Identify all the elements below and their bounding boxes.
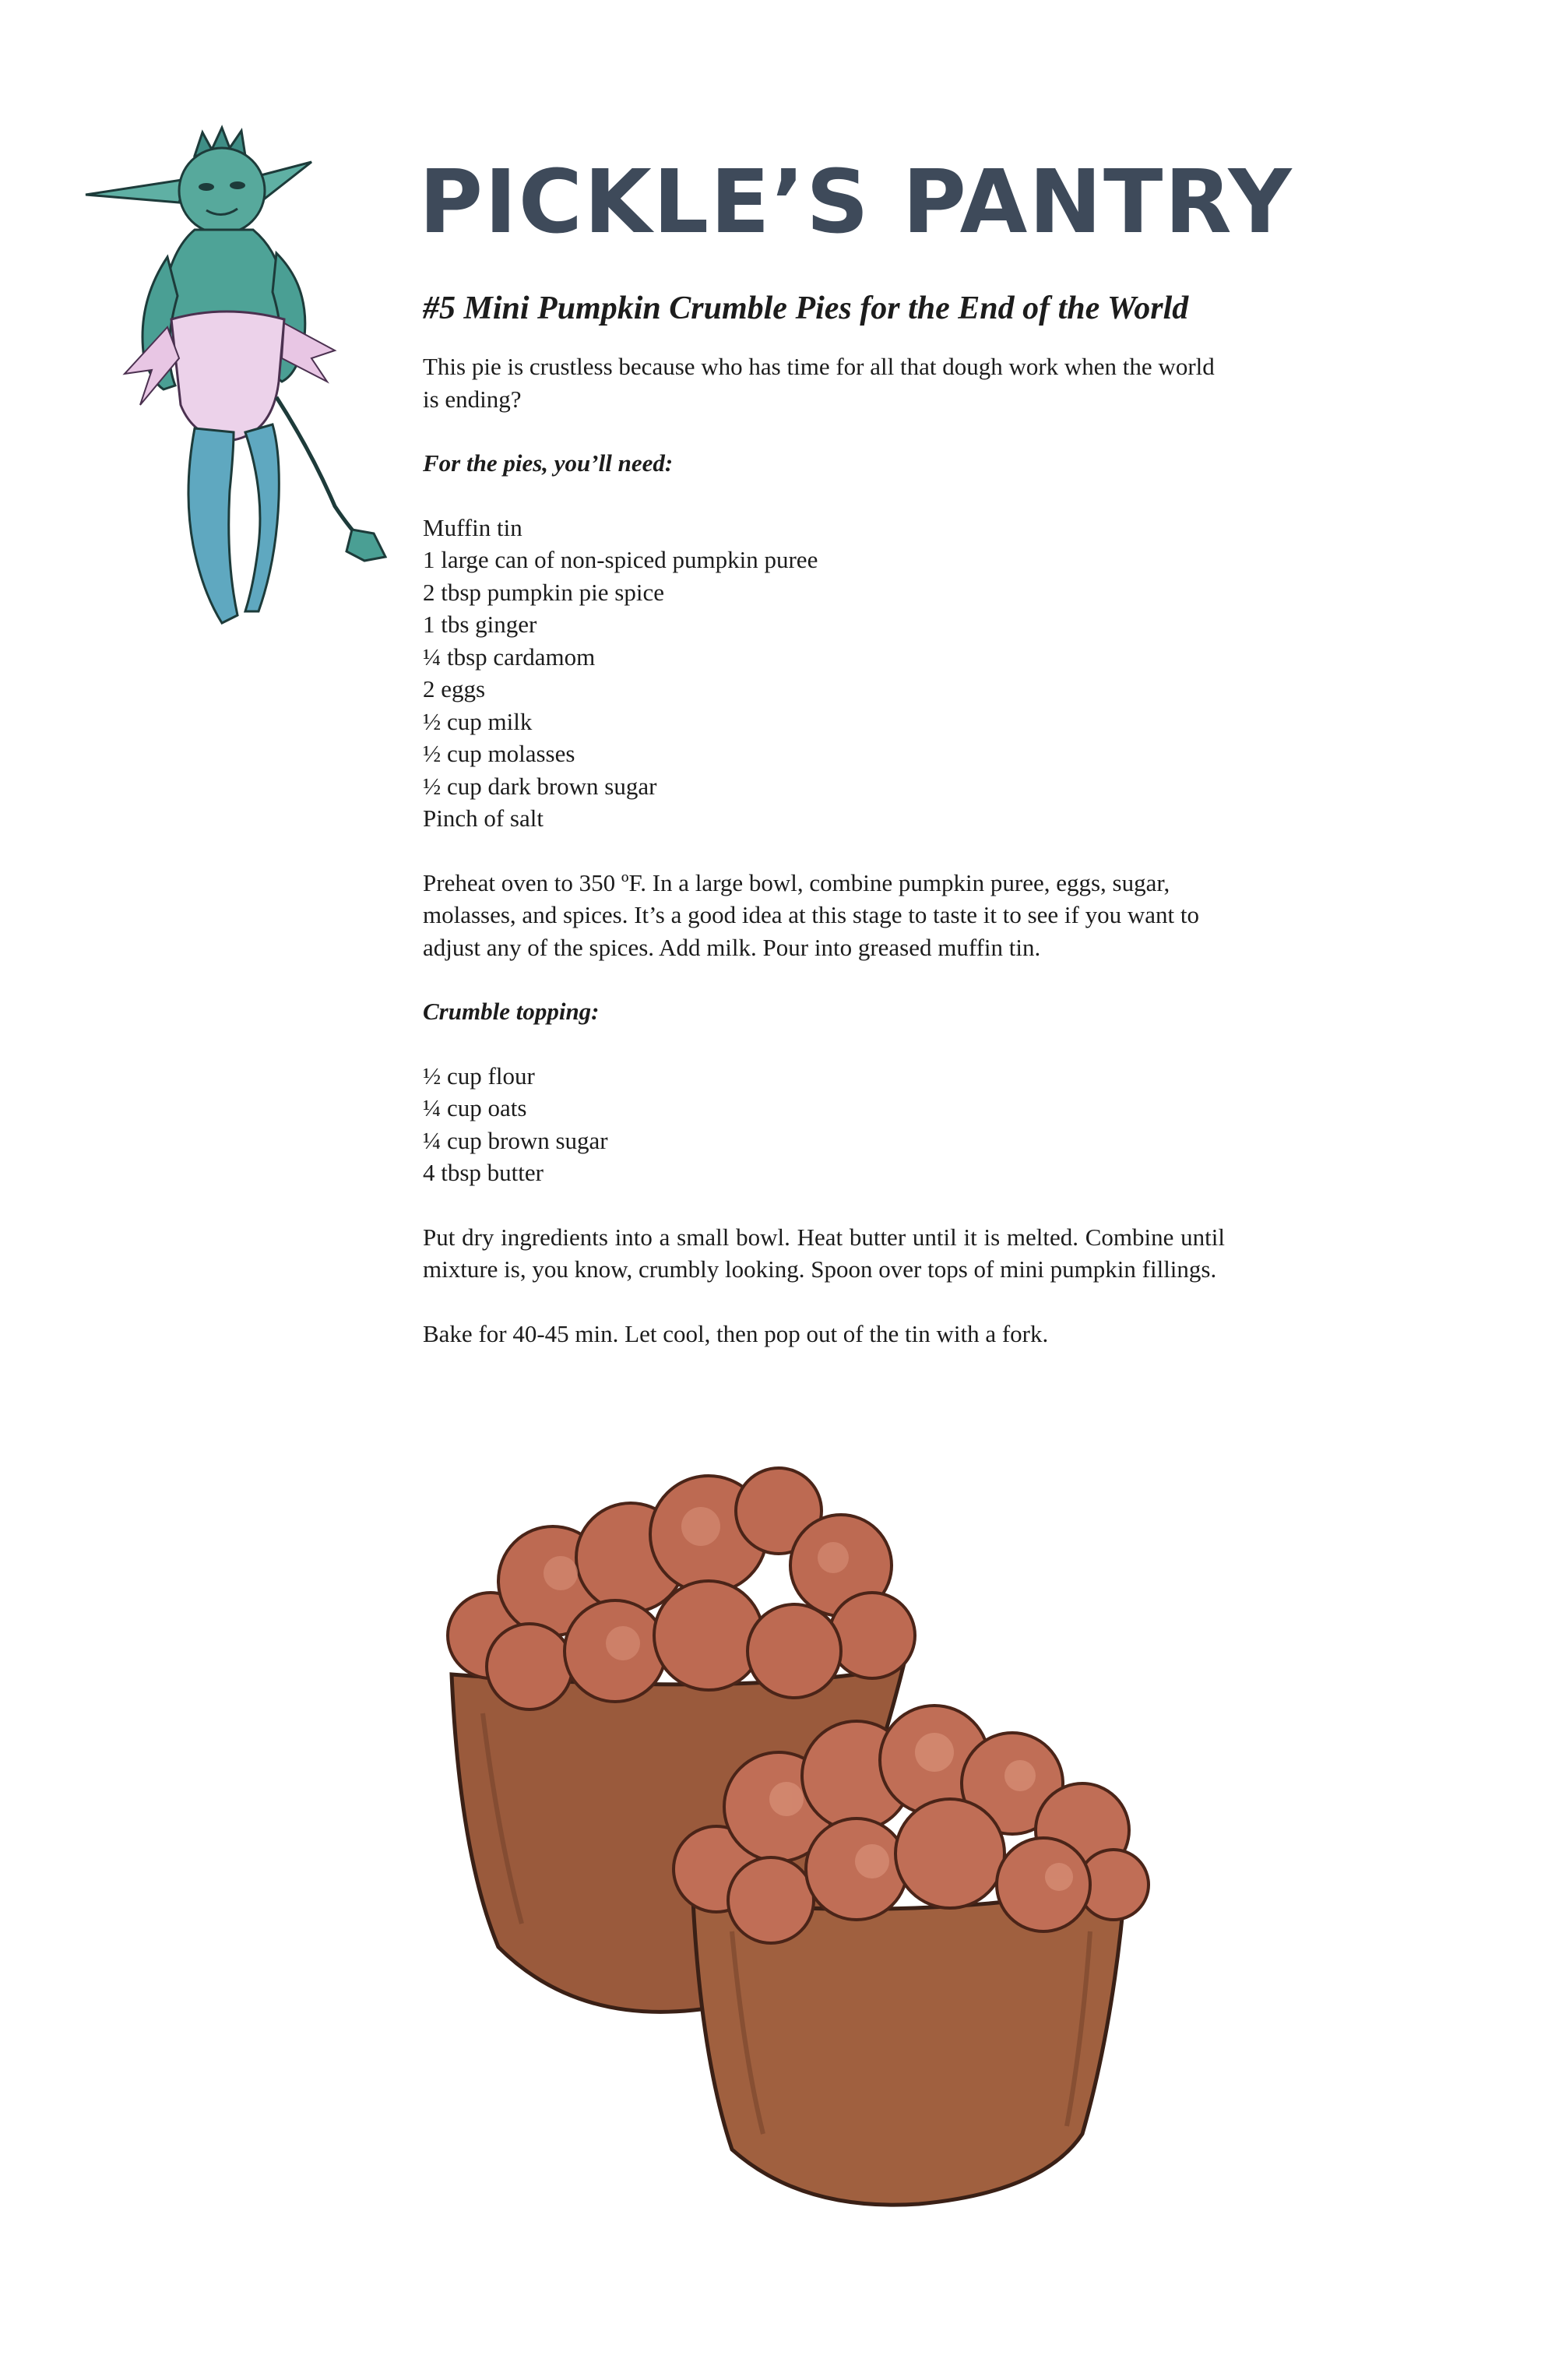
list-item: 1 tbs ginger: [423, 611, 537, 638]
list-item: 1 large can of non-spiced pumpkin puree: [423, 546, 818, 573]
list-item: 2 tbsp pumpkin pie spice: [423, 578, 664, 606]
list-item: Pinch of salt: [423, 804, 544, 832]
pumpkin-crumble-pies-illustration: [436, 1464, 1168, 2227]
page-header: [419, 152, 1293, 253]
pies-ingredient-list: [423, 512, 1225, 835]
goblin-chef-illustration: [78, 125, 405, 639]
bake-instructions: Bake for 40-45 min. Let cool, then pop out of the tin with a fork.: [423, 1319, 1049, 1347]
recipe-content: [423, 287, 1225, 1382]
pies-heading: For the pies, you’ll need:: [423, 449, 674, 477]
topping-heading: Crumble topping:: [423, 998, 600, 1025]
list-item: ½ cup flour: [423, 1061, 535, 1090]
pies-instructions: Preheat oven to 350 ºF. In a large bowl, combine pumpkin puree, eggs, sugar, molasses, and spices. It’s a good idea at this stage to taste it to see if you want to adjust any of the spices. Add milk. Pour into greased muffin tin.: [423, 868, 1199, 961]
list-item: ¼ cup oats: [423, 1094, 527, 1121]
list-item: 2 eggs: [423, 675, 486, 702]
list-item: ½ cup dark brown sugar: [423, 772, 657, 800]
list-item: ½ cup molasses: [423, 740, 575, 767]
list-item: ¼ tbsp cardamom: [423, 643, 596, 671]
list-item: ¼ cup brown sugar: [423, 1126, 608, 1154]
recipe-intro: This pie is crustless because who has time for all that dough work when the world is ending?: [423, 353, 1215, 413]
topping-ingredient-list: [423, 1060, 1225, 1189]
brand-title: PICKLE’S PANTRY: [419, 152, 1293, 253]
list-item: 4 tbsp butter: [423, 1159, 544, 1186]
list-item: ½ cup milk: [423, 707, 533, 735]
list-item: Muffin tin: [423, 513, 522, 541]
recipe-title: #5 Mini Pumpkin Crumble Pies for the End of the World: [423, 290, 1189, 326]
topping-instructions: Put dry ingredients into a small bowl. Heat butter until it is melted. Combine until mixture is, you know, crumbly looking. Spoon over tops of mini pumpkin fillings.: [423, 1223, 1225, 1283]
